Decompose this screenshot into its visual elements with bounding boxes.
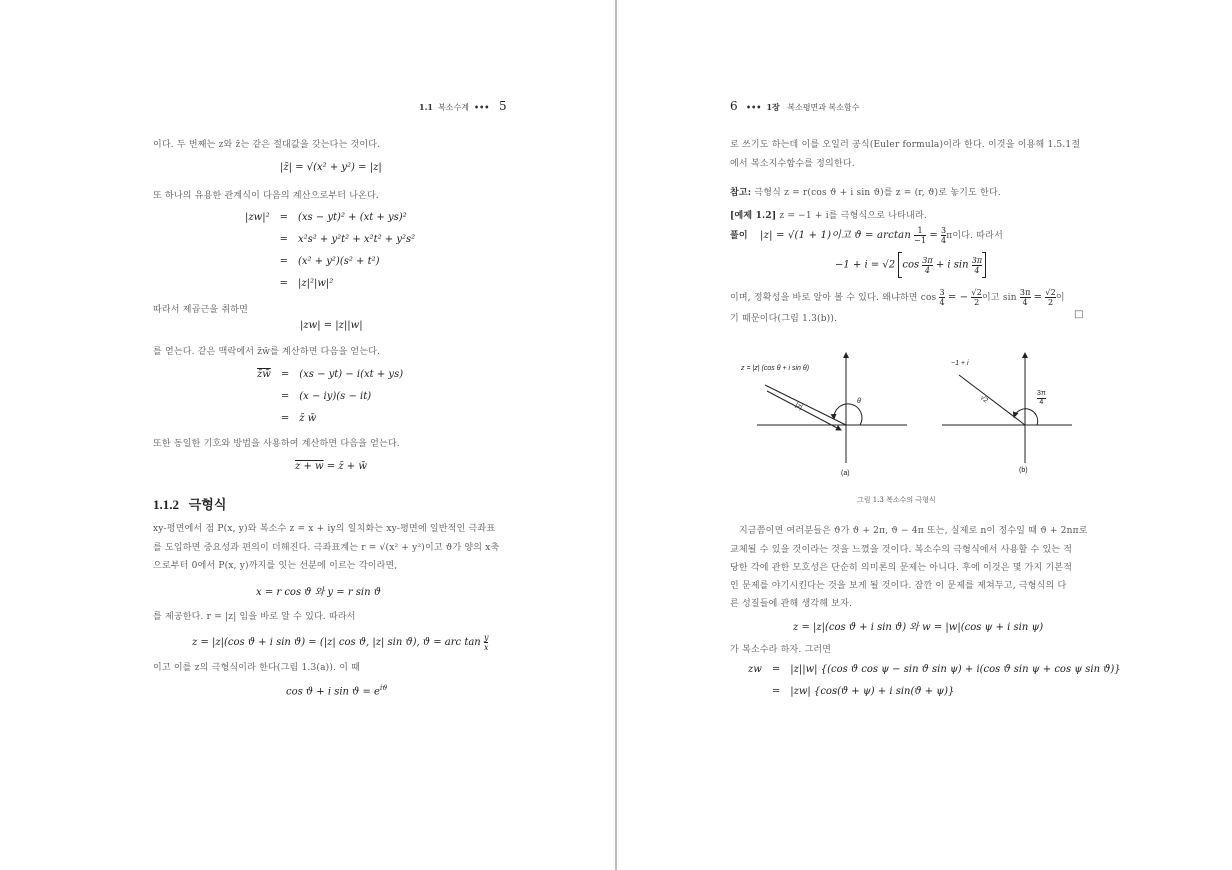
fraction-den: 4	[940, 236, 947, 245]
header-section-number: 1.1	[419, 102, 433, 112]
figure-caption: 그림 1.3 복소수의 극형식	[857, 496, 936, 504]
eq-rhs: = z̄ + w̄	[326, 461, 367, 472]
equation-block-conjugate-product: z̄w̄ = (xs − yt) − i(xt + ys) = (x − iy)(s − it) = z̄ w̄	[252, 363, 408, 429]
fraction-num: 3	[939, 288, 945, 297]
equals: =	[929, 230, 938, 241]
eq-lhs: −1 + i = √2	[835, 259, 896, 271]
figure-b	[942, 353, 1072, 463]
text-line: 으로부터 0에서 P(x, y)까지를 잇는 선분에 이르는 각이라면,	[153, 561, 398, 571]
equation-euler	[286, 684, 387, 697]
solution-eq: |z| = √(1 + 1)이고 ϑ = arctan	[760, 230, 911, 241]
fraction-num: √2	[1045, 288, 1056, 297]
text-line: 인 문제를 야기시킨다는 것을 보게 될 것이다. 잠깐 이 문제를 제쳐두고, 극형식의 다	[730, 581, 1067, 591]
equals: = −	[947, 292, 969, 303]
equation-solution	[835, 252, 986, 278]
eq-row: z̄ w̄	[299, 412, 317, 424]
eq-row: |zw| {cos(ϑ + ψ) + i sin(ϑ + ψ)}	[790, 685, 955, 697]
header-dots: •••	[746, 102, 762, 112]
angle-arc	[1014, 409, 1038, 425]
fraction-den: 4	[939, 298, 945, 307]
eq-superscript: iϑ	[379, 684, 388, 692]
text-line: 교체될 수 있을 것이라는 것을 느꼈을 것이다. 복소수의 극형식에서 사용할 수 있는 적	[730, 545, 1073, 555]
equals: =	[1033, 292, 1043, 303]
text-line: 또한 동일한 기호와 방법을 사용하여 계산하면 다음을 얻는다.	[153, 439, 400, 449]
qed-symbol: □	[1074, 309, 1084, 320]
fraction	[1020, 288, 1031, 307]
figure-a-angle-label: θ	[857, 398, 861, 405]
text-line: 또 하나의 유용한 관계식이 다음의 계산으로부터 나온다.	[153, 191, 379, 201]
text-line: 른 성질들에 관해 생각해 보자.	[730, 599, 853, 609]
running-header-left	[419, 102, 489, 113]
page-number-left: 5	[499, 99, 507, 113]
figure-b-caption: (b)	[1019, 467, 1028, 474]
fraction-den: x	[483, 643, 489, 652]
radius-line	[959, 375, 1025, 425]
fraction-den: 4	[1022, 298, 1028, 307]
solution-text: π이다. 따라서	[946, 231, 1003, 241]
solution	[730, 226, 1003, 245]
text-segment: 이	[1055, 293, 1065, 303]
text-line: 에서 복소지수함수를 정의한다.	[730, 159, 855, 169]
text-line: xy-평면에서 점 P(x, y)와 복소수 z = x + iy의 일치화는 xy-평면에 일반적인 극좌표	[153, 524, 496, 534]
eq-row: |z|²|w|²	[297, 277, 334, 289]
angle-arc	[834, 404, 862, 425]
text-line: 이다. 두 번째는 z와 z̄는 같은 절대값을 갖는다는 것이다.	[153, 140, 381, 150]
eq-body: cos ϑ + i sin ϑ = e	[286, 686, 380, 698]
running-header-right	[746, 102, 859, 113]
text-line: 를 얻는다. 같은 맥락에서 z̄w̄를 계산하면 다음을 얻는다.	[153, 347, 381, 357]
text-line: 당한 각에 관한 모호성은 단순히 의미론의 문제는 아니다. 후에 이것은 몇 가지 기본적	[730, 563, 1073, 573]
fraction	[922, 256, 932, 275]
section-heading	[153, 494, 226, 513]
eq-sin: + i sin	[935, 259, 969, 271]
fraction-num: 3π	[1019, 288, 1031, 297]
section-number: 1.1.2	[153, 497, 179, 512]
fraction-num: 3π	[971, 255, 983, 265]
header-chapter-title: 복소평면과 복소함수	[787, 103, 860, 112]
text-segment: 이며, 정확성을 바로 알아 볼 수 있다. 왜냐하면 cos	[730, 293, 937, 303]
eq-row: (x − iy)(s − it)	[299, 390, 372, 402]
text-line: 가 복소수라 하자. 그러면	[730, 645, 832, 655]
fraction-den: 2	[974, 298, 980, 307]
fraction-den: 4	[924, 265, 931, 275]
equation-abs-conjugate: |z̄| = √(x² + y²) = |z|	[280, 162, 382, 173]
solution-label: 풀이	[730, 231, 748, 241]
eq-row: (xs − yt) − i(xt + ys)	[299, 368, 404, 380]
fraction-den: 4	[974, 265, 980, 275]
fraction-num: 1	[914, 226, 926, 236]
equation-polar-coords: x = r cos ϑ 와 y = r sin ϑ	[256, 587, 381, 598]
eq-lhs: z̄w̄	[257, 368, 271, 380]
header-chapter: 1장	[766, 102, 780, 112]
header-dots: •••	[474, 102, 490, 112]
text-line: 지금쯤이면 여러분들은 ϑ가 ϑ + 2π, ϑ − 4π 또는, 실제로 n이 정수일 때 ϑ + 2nπ로	[739, 526, 1088, 536]
fraction-num: √2	[971, 288, 983, 297]
equation-two-complex: z = |z|(cos ϑ + i sin ϑ) 와 w = |w|(cos ψ + i sin ψ)	[793, 622, 1044, 633]
fraction-num: 3π	[922, 255, 933, 265]
eq-lhs: z + w	[295, 461, 324, 472]
equation-block-polar-product: zw = |z||w| {(cos ϑ cos ψ − sin ϑ sin ψ) + i(cos ϑ sin ψ + cos ψ sin ϑ)} = |zw| {cos(ϑ + ψ) + i sin(ϑ + ψ)}	[743, 658, 1126, 702]
modulus-arrow	[767, 391, 841, 430]
equation-conjugate-sum	[295, 461, 367, 472]
section-title: 극형식	[188, 497, 227, 512]
fraction	[484, 633, 489, 652]
equation-modulus-product: |zw| = |z||w|	[300, 320, 363, 331]
note	[730, 185, 1001, 198]
fraction	[914, 226, 926, 245]
figure-a-formula: z = |z| (cos θ + i sin θ)	[741, 365, 810, 372]
text-line: 따라서 제곱근을 취하면	[153, 305, 249, 315]
text-line: 를 도입하면 중요성과 편의이 더해진다. 극좌표계는 r = √(x² + y²)이고 ϑ가 양의 x축	[153, 543, 500, 553]
figure-a-modulus-label: |z|	[793, 401, 804, 412]
fraction-den: 4	[1039, 399, 1044, 406]
example	[730, 208, 927, 221]
text-line: 기 때문이다(그림 1.3(b)).	[730, 314, 838, 324]
eq-lhs: zw	[748, 663, 762, 675]
text-line	[730, 288, 1065, 307]
eq-cos: cos	[902, 259, 920, 271]
figure-b-modulus-label: √2	[978, 394, 990, 405]
equation-polar-form	[192, 633, 488, 652]
text-line: 로 쓰기도 하는데 이를 오일러 공식(Euler formula)이라 한다. 이것을 이용해 1.5.1절	[730, 140, 1081, 150]
text-line: 이고 이를 z의 극형식이라 한다(그림 1.3(a)). 이 때	[153, 663, 361, 673]
fraction-den: −1	[914, 236, 927, 245]
fraction-num: 3π	[1037, 390, 1046, 397]
figure-b-angle-label	[1037, 390, 1046, 407]
right-page	[617, 0, 1232, 870]
eq-row: x²s² + y²t² + x²t² + y²s²	[297, 233, 416, 245]
eq-body: z = |z|(cos ϑ + i sin ϑ) = (|z| cos ϑ, |z| sin ϑ), ϑ = arc tan	[192, 637, 481, 648]
fraction	[972, 256, 982, 275]
eq-row: |z||w| {(cos ϑ cos ψ − sin ϑ sin ψ) + i(cos ϑ sin ψ + cos ψ sin ϑ)}	[790, 663, 1121, 675]
equation-block-modulus-product: |zw|² = (xs − yt)² + (xt + ys)² = x²s² + y²t² + x²t² + y²s² = (x² + y²)(s² + t²) = |z|²|w|²	[240, 206, 420, 294]
example-label: [예제 1.2]	[730, 211, 777, 221]
eq-lhs: |zw|²	[245, 211, 270, 223]
figure-b-point-label: −1 + i	[951, 360, 969, 367]
fraction-den: 2	[1047, 298, 1054, 307]
note-label: 참고:	[730, 188, 752, 198]
fraction	[1045, 288, 1056, 307]
eq-row: (x² + y²)(s² + t²)	[297, 255, 380, 267]
fraction-num: 3	[940, 226, 947, 235]
example-text: z = −1 + i를 극형식으로 나타내라.	[779, 211, 927, 221]
text-segment: 이고 sin	[982, 293, 1017, 303]
figure-a-caption: (a)	[841, 470, 850, 477]
fraction	[939, 288, 944, 307]
page-number-right: 6	[730, 99, 738, 113]
left-page	[0, 0, 615, 870]
note-text: 극형식 z = r(cos ϑ + i sin ϑ)를 z = (r, ϑ)로 놓기도 한다.	[754, 188, 1001, 198]
eq-row: (xs − yt)² + (xt + ys)²	[297, 211, 407, 223]
text-line: 를 제공한다. r = |z| 임을 바로 알 수 있다. 따라서	[153, 612, 356, 622]
fraction-num: y	[483, 633, 489, 642]
header-section-title: 복소수계	[438, 103, 469, 112]
fraction	[971, 288, 982, 307]
